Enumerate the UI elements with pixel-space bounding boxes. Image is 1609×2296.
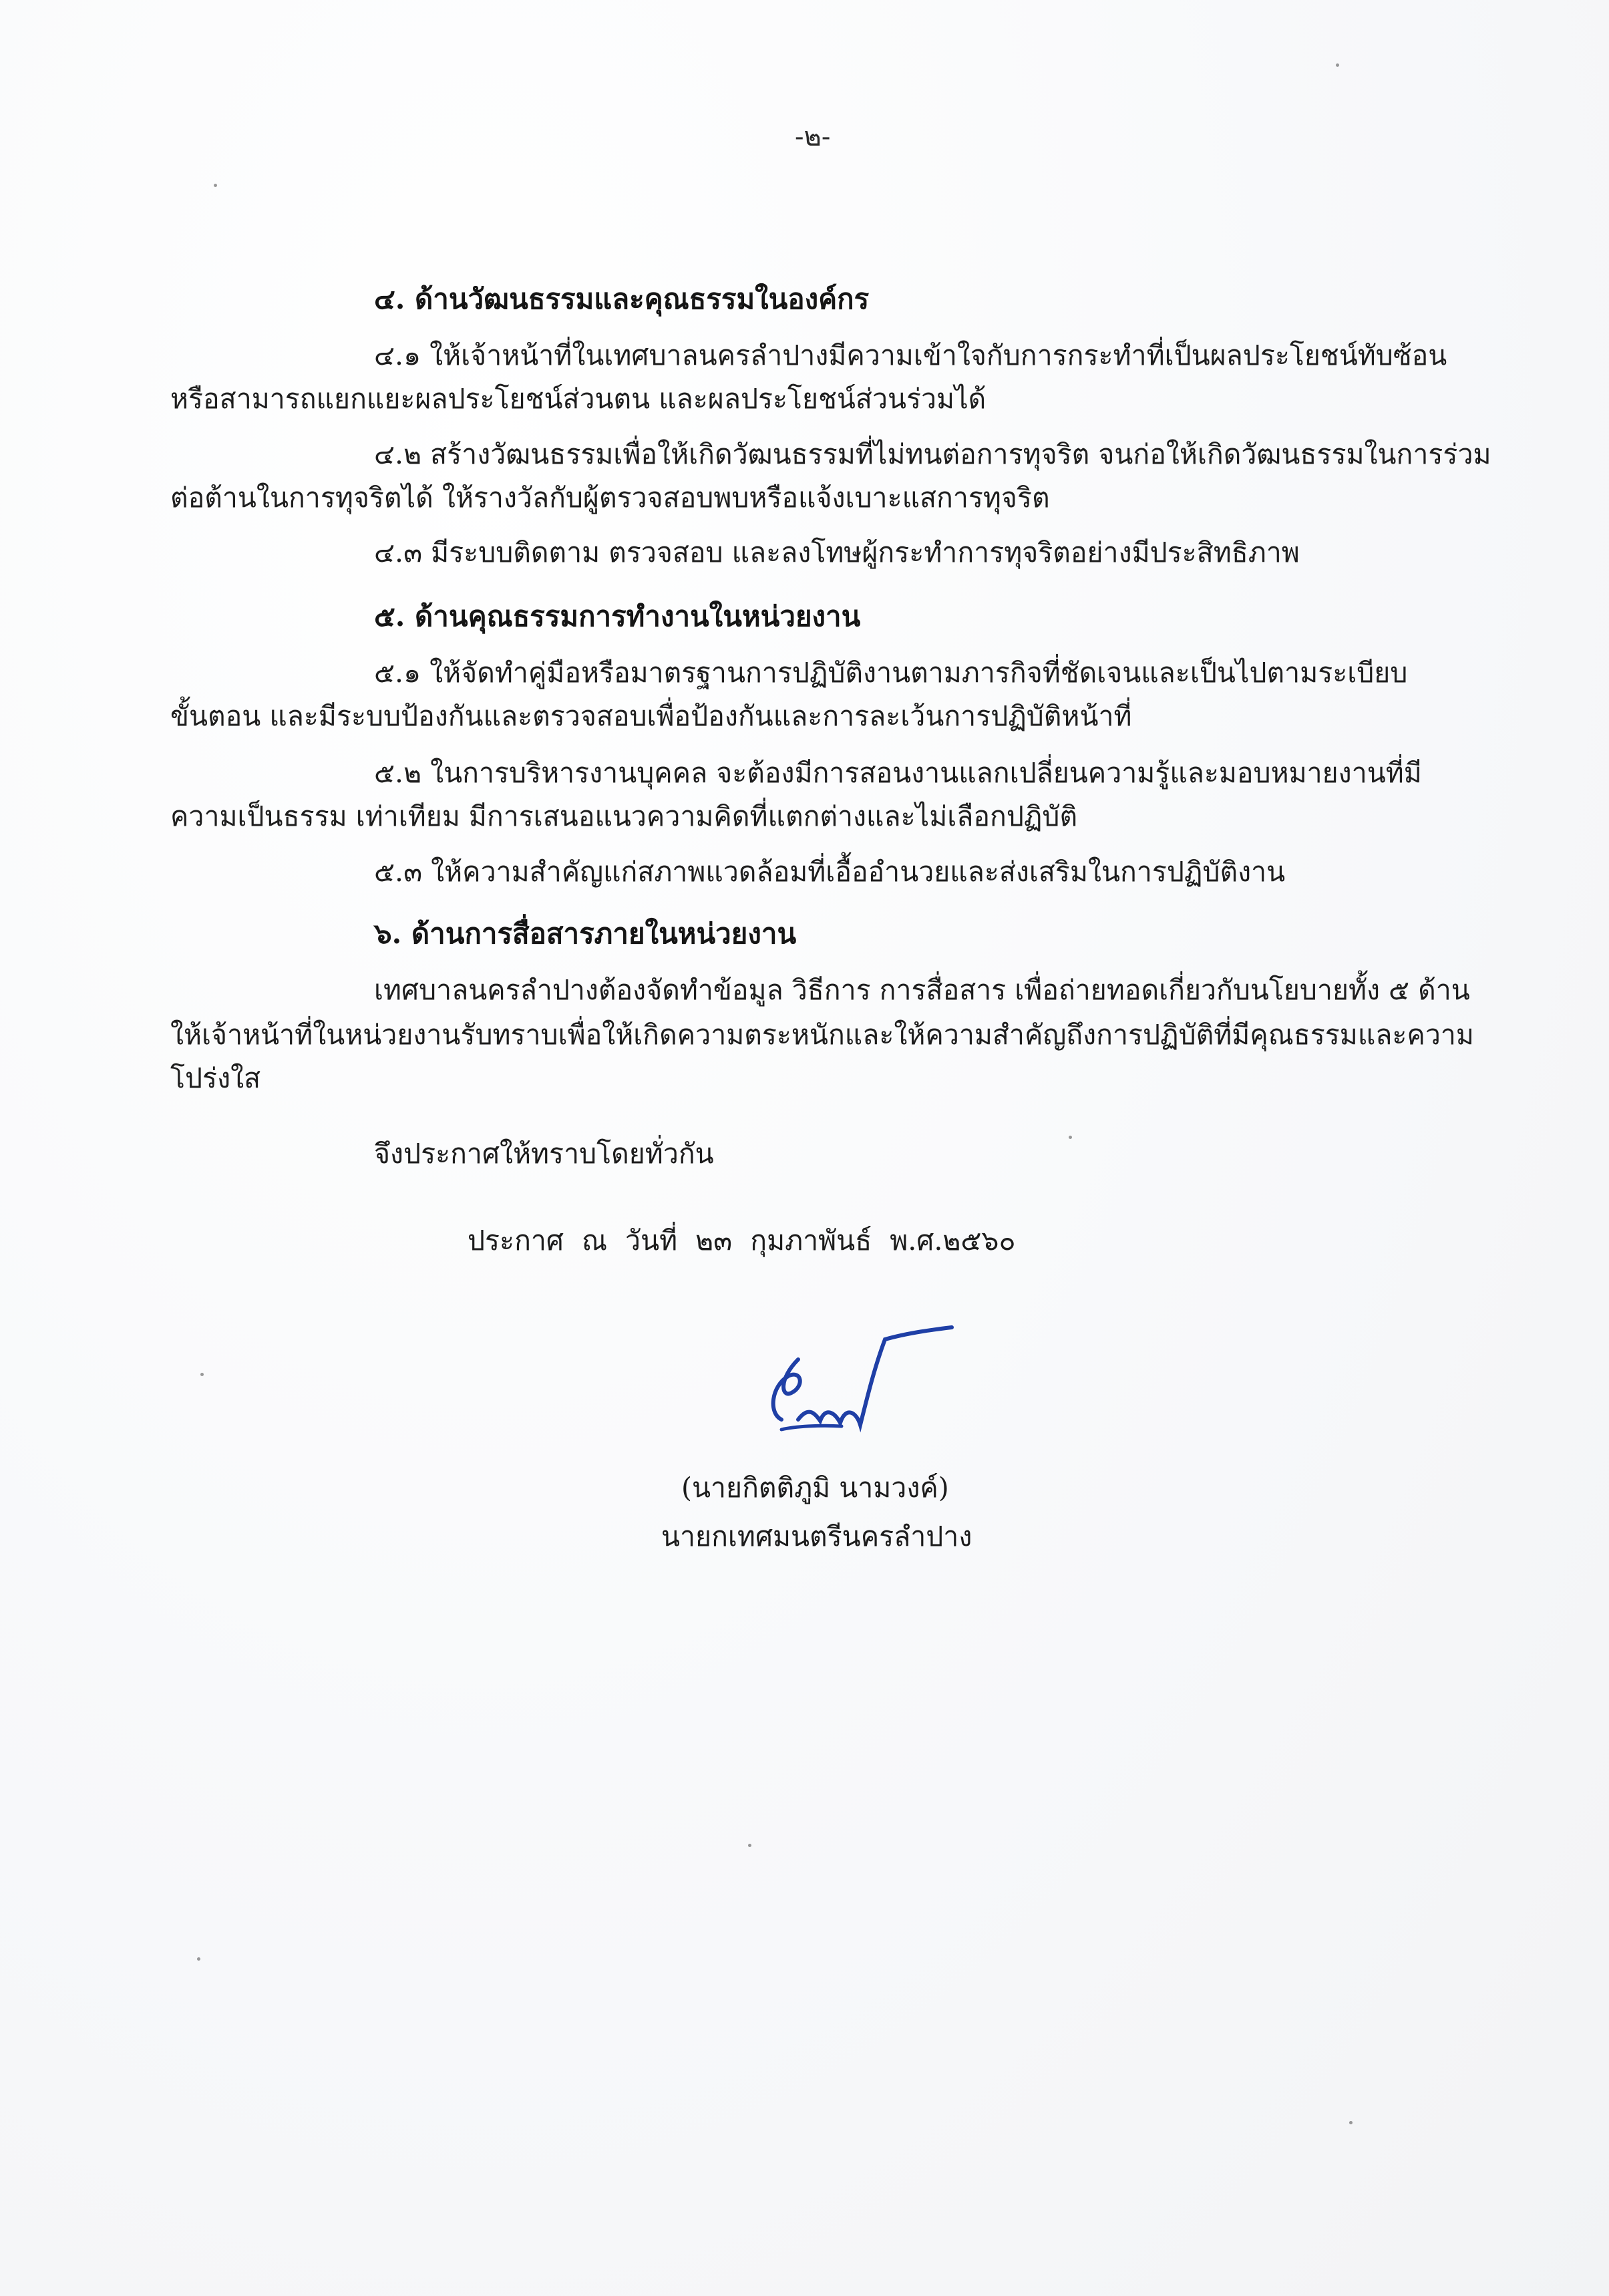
item-5-2-continuation: ความเป็นธรรม เท่าเทียม มีการเสนอแนวความคิดที่แตกต่างและไม่เลือกปฏิบัติ <box>170 800 1078 832</box>
item-4-1-first-line: ๔.๑ ให้เจ้าหน้าที่ในเทศบาลนครลำปางมีความเข้าใจกับการกระทำที่เป็นผลประโยชน์ทับซ้อน <box>374 339 1447 371</box>
item-4-3-first-line: ๔.๓ มีระบบติดตาม ตรวจสอบ และลงโทษผู้กระทำการทุจริตอย่างมีประสิทธิภาพ <box>374 536 1300 568</box>
item-4-2-first-line: ๔.๒ สร้างวัฒนธรรมเพื่อให้เกิดวัฒนธรรมที่ไม่ทนต่อการทุจริต จนก่อให้เกิดวัฒนธรรมในการร่วม <box>374 438 1491 470</box>
scan-speck <box>200 1373 204 1376</box>
section-6-body-line-2: ให้เจ้าหน้าที่ในหน่วยงานรับทราบเพื่อให้เกิดความตระหนักและให้ความสำคัญถึงการปฏิบัติที่มีคุณธรรมและความ <box>170 1019 1474 1051</box>
item-5-1-first-line: ๕.๑ ให้จัดทำคู่มือหรือมาตรฐานการปฏิบัติงานตามภารกิจที่ชัดเจนและเป็นไปตามระเบียบ <box>374 657 1408 689</box>
signature-icon <box>741 1313 955 1453</box>
section-6-body-line-1: เทศบาลนครลำปางต้องจัดทำข้อมูล วิธีการ การสื่อสาร เพื่อถ่ายทอดเกี่ยวกับนโยบายทั้ง ๕ ด้าน <box>374 974 1470 1006</box>
page-number: -๒- <box>795 122 831 152</box>
scan-speck <box>214 184 217 187</box>
item-4-2-continuation: ต่อต้านในการทุจริตได้ ให้รางวัลกับผู้ตรวจสอบพบหรือแจ้งเบาะแสการทุจริต <box>170 482 1050 514</box>
item-5-3-first-line: ๕.๓ ให้ความสำคัญแก่สภาพแวดล้อมที่เอื้ออำนวยและส่งเสริมในการปฏิบัติงาน <box>374 856 1286 888</box>
announcement-date: ประกาศ ณ วันที่ ๒๓ กุมภาพันธ์ พ.ศ.๒๕๖๐ <box>468 1224 1016 1257</box>
scan-speck <box>1336 63 1339 67</box>
item-5-2-first-line: ๕.๒ ในการบริหารงานบุคคล จะต้องมีการสอนงานแลกเปลี่ยนความรู้และมอบหมายงานที่มี <box>374 757 1422 789</box>
section-6-body-line-3: โปร่งใส <box>170 1062 261 1094</box>
section-4-heading: ๔. ด้านวัฒนธรรมและคุณธรรมในองค์กร <box>374 283 870 315</box>
scan-speck <box>197 1957 200 1961</box>
signer-title: นายกเทศมนตรีนครลำปาง <box>661 1520 972 1552</box>
scan-speck <box>1349 2121 1353 2124</box>
section-5-heading: ๕. ด้านคุณธรรมการทำงานในหน่วยงาน <box>374 600 861 633</box>
scan-speck <box>1069 1136 1072 1139</box>
item-5-1-continuation: ขั้นตอน และมีระบบป้องกันและตรวจสอบเพื่อป้องกันและการละเว้นการปฏิบัติหน้าที่ <box>170 700 1132 732</box>
item-4-1-continuation: หรือสามารถแยกแยะผลประโยชน์ส่วนตน และผลประโยชน์ส่วนร่วมได้ <box>170 383 987 415</box>
section-6-heading: ๖. ด้านการสื่อสารภายในหน่วยงาน <box>374 917 797 950</box>
signer-name: (นายกิตติภูมิ นามวงค์) <box>681 1472 949 1504</box>
scan-speck <box>748 1844 751 1847</box>
closing-statement: จึงประกาศให้ทราบโดยทั่วกัน <box>374 1138 714 1170</box>
